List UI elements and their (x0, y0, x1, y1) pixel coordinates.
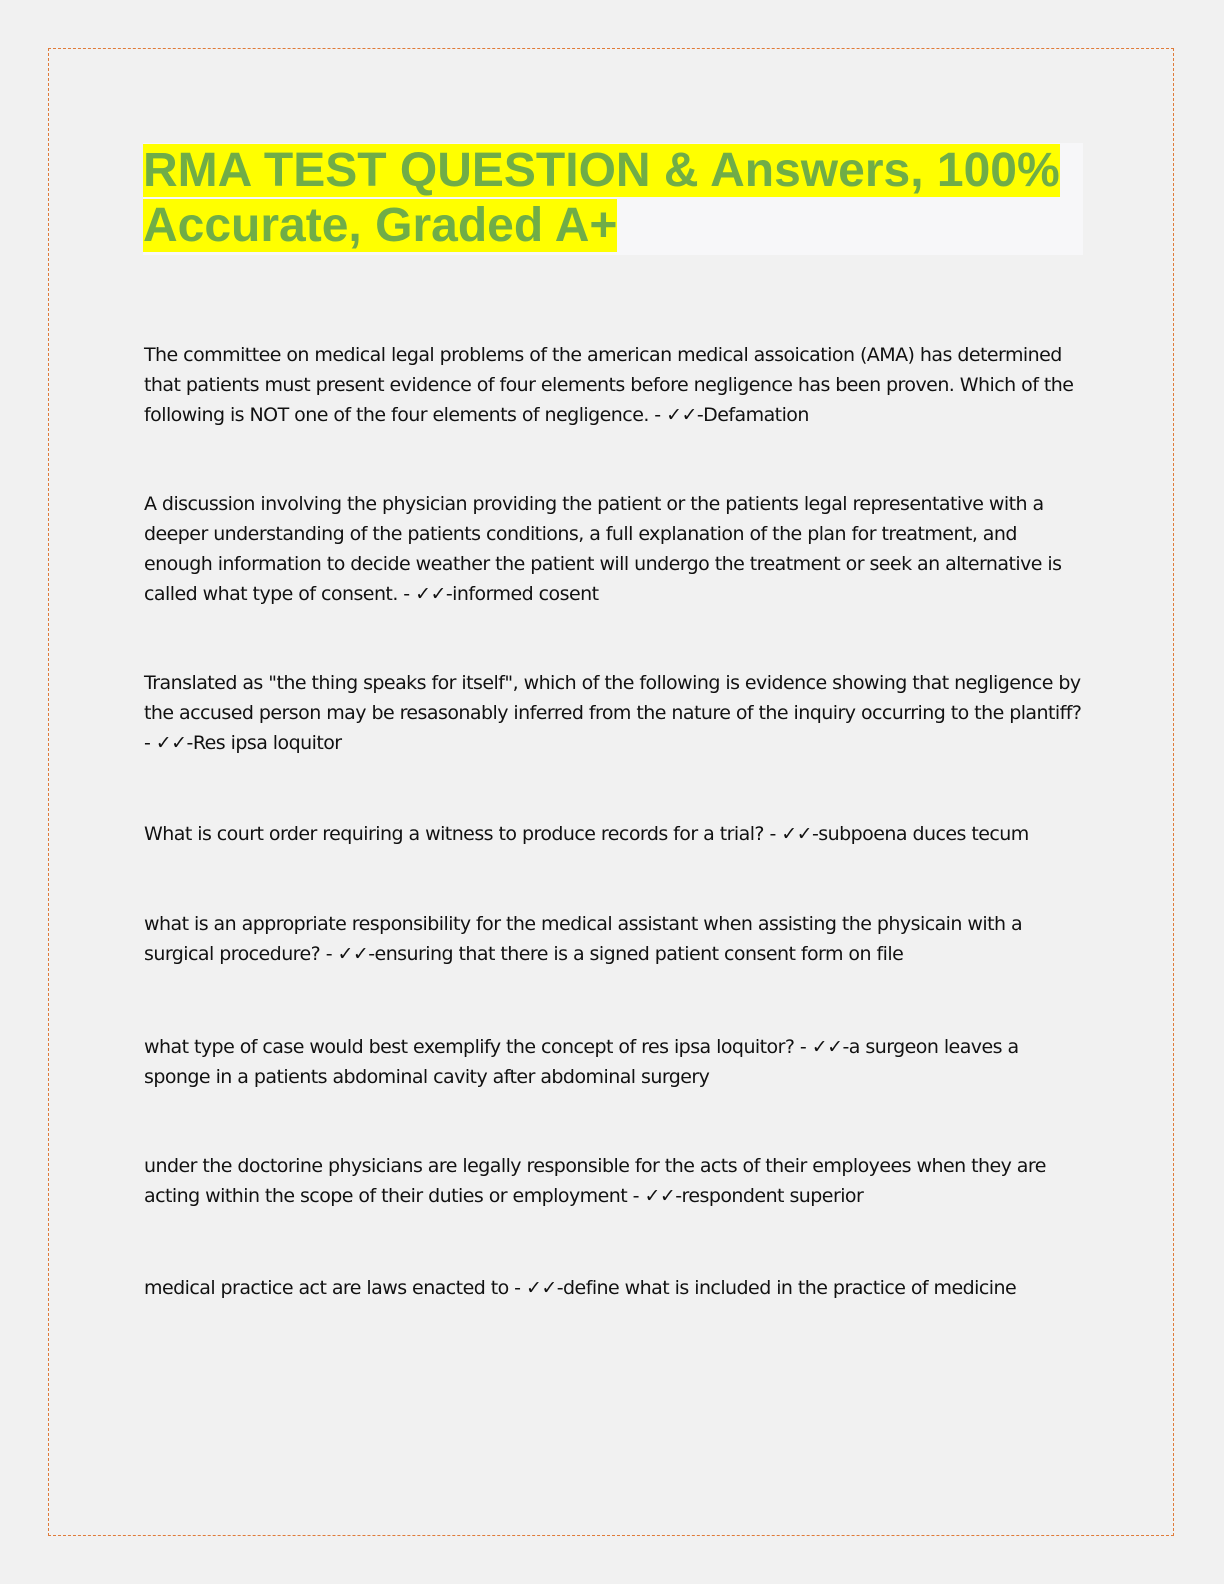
title-line-1: RMA TEST QUESTION & Answers, 100% (143, 144, 1060, 197)
answer-text: -Res ipsa loquitor (186, 732, 342, 754)
document-title (143, 143, 1083, 253)
checkmark-icon: ✓✓ (415, 583, 446, 605)
qa-item-3 (144, 668, 1084, 758)
title-line-2: Accurate, Graded A+ (143, 199, 618, 252)
answer-text: -respondent superior (675, 1185, 864, 1207)
answer-text: -Defamation (696, 404, 809, 426)
qa-item-5 (144, 909, 1084, 969)
answer-text: -a surgeon leaves a sponge in a patients abdominal cavity after abdominal surgery (144, 1036, 1019, 1088)
answer-text: -define what is included in the practice of medicine (556, 1277, 1017, 1299)
checkmark-icon: ✓✓ (781, 823, 812, 845)
checkmark-icon: ✓✓ (811, 1036, 843, 1058)
question-text: The committee on medical legal problems of the american medical assoication (AMA) has determined that patients must present evidence of four elements before negligence has been proven. Which of the following is NOT one of the four elements of negligence. - (144, 344, 1074, 426)
checkmark-icon: ✓✓ (337, 943, 369, 965)
question-text: Translated as "the thing speaks for itself", which of the following is evidence showing that negligence by the accused person may be resasonably inferred from the nature of the inquiry occurring to the plantiff? - (144, 672, 1082, 754)
qa-item-6 (144, 1032, 1084, 1092)
checkmark-icon: ✓✓ (525, 1277, 557, 1299)
question-text: under the doctorine physicians are legally responsible for the acts of their employees when they are acting within the scope of their duties or employment - (144, 1155, 1046, 1207)
qa-item-4 (144, 819, 1084, 849)
qa-item-1 (144, 340, 1084, 430)
page-border (48, 48, 1174, 1536)
question-text: what type of case would best exemplify the concept of res ipsa loquitor? - (144, 1036, 812, 1058)
qa-item-7 (144, 1151, 1084, 1211)
question-text: medical practice act are laws enacted to - (144, 1277, 526, 1299)
qa-item-8 (144, 1273, 1084, 1303)
title-block (143, 143, 1083, 255)
checkmark-icon: ✓✓ (666, 404, 697, 426)
question-text: A discussion involving the physician providing the patient or the patients legal representative with a deeper understanding of the patients conditions, a full explanation of the plan for treatment, and enough information to decide weather the patient will undergo the treatment or seek an alternative is called what type of consent. - (144, 493, 1062, 605)
qa-item-2 (144, 489, 1084, 609)
answer-text: -ensuring that there is a signed patient consent form on file (368, 943, 904, 965)
answer-text: -subpoena duces tecum (812, 823, 1029, 845)
answer-text: -informed cosent (445, 583, 599, 605)
question-text: what is an appropriate responsibility for the medical assistant when assisting the physicain with a surgical procedure? - (144, 913, 1023, 965)
question-text: What is court order requiring a witness to produce records for a trial? - (144, 823, 782, 845)
checkmark-icon: ✓✓ (155, 732, 187, 754)
checkmark-icon: ✓✓ (644, 1185, 676, 1207)
